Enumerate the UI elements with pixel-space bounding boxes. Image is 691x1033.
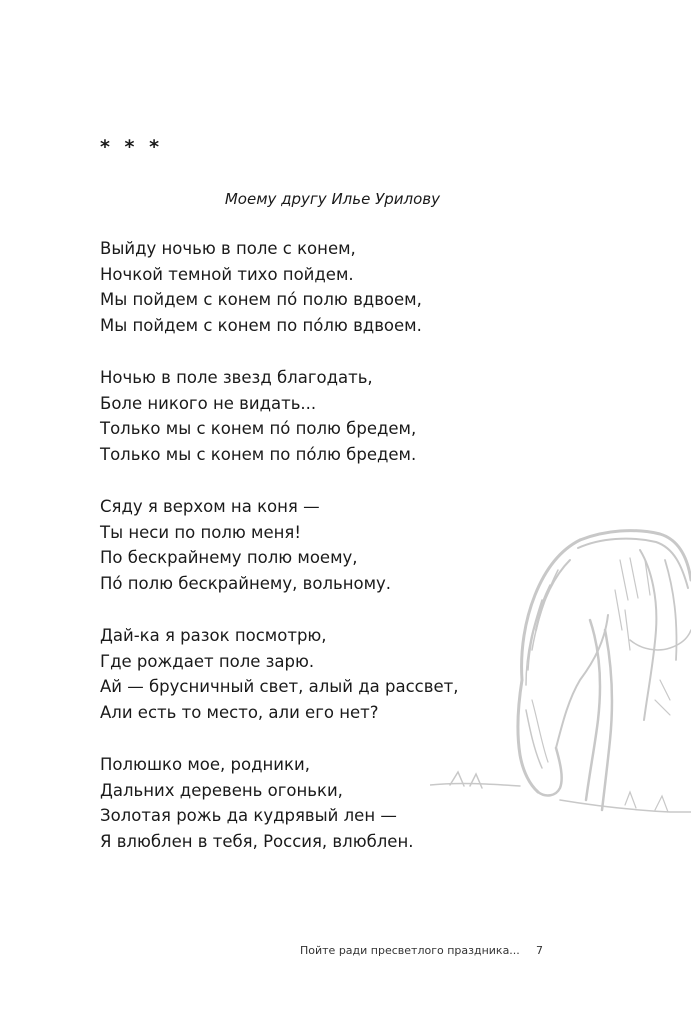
poem-line: Ночью в поле звезд благодать, [100, 368, 373, 387]
dedication: Моему другу Илье Урилову [224, 190, 440, 208]
poem-line: Выйду ночью в поле с конем, [100, 239, 356, 258]
poem-line: Где рождает поле зарю. [100, 651, 315, 671]
poem-line: Дай-ка я разок посмотрю, [100, 626, 327, 645]
poem-line: Ночкой темной тихо пойдем. [100, 264, 354, 284]
poem-line: Боле никого не видать... [100, 393, 317, 413]
section-ornament: * * * [100, 136, 164, 158]
running-title: Пойте ради пресветлого праздника... [300, 944, 520, 957]
poem-line: По́ полю бескрайнему, вольному. [100, 573, 392, 593]
poem-line: Мы пойдем с конем по́ полю вдвоем, [100, 290, 422, 309]
page-footer [0, 944, 691, 964]
poem-line: Я влюблен в тебя, Россия, влюблен. [100, 831, 414, 851]
poem-line: Ай — брусничный свет, алый да рассвет, [100, 677, 459, 696]
poem-line: Ты неси по полю меня! [100, 522, 301, 542]
poem-line: Сяду я верхом на коня — [100, 497, 320, 516]
stanza [100, 365, 540, 467]
horse-sketch-icon [430, 500, 691, 820]
poem-line: Мы пойдем с конем по по́лю вдвоем. [100, 315, 422, 335]
poem-line: Только мы с конем по по́лю бредем. [100, 444, 417, 464]
poem-line: Али есть то место, али его нет? [100, 702, 379, 722]
poem-line: Полюшко мое, родники, [100, 755, 310, 774]
page-number: 7 [536, 944, 543, 957]
poem-line: Золотая рожь да кудрявый лен — [100, 806, 397, 825]
poem-line: Дальних деревень огоньки, [100, 780, 343, 800]
poem-line: Только мы с конем по́ полю бредем, [100, 419, 417, 438]
poem-line: По бескрайнему полю моему, [100, 548, 358, 567]
stanza [100, 236, 540, 338]
